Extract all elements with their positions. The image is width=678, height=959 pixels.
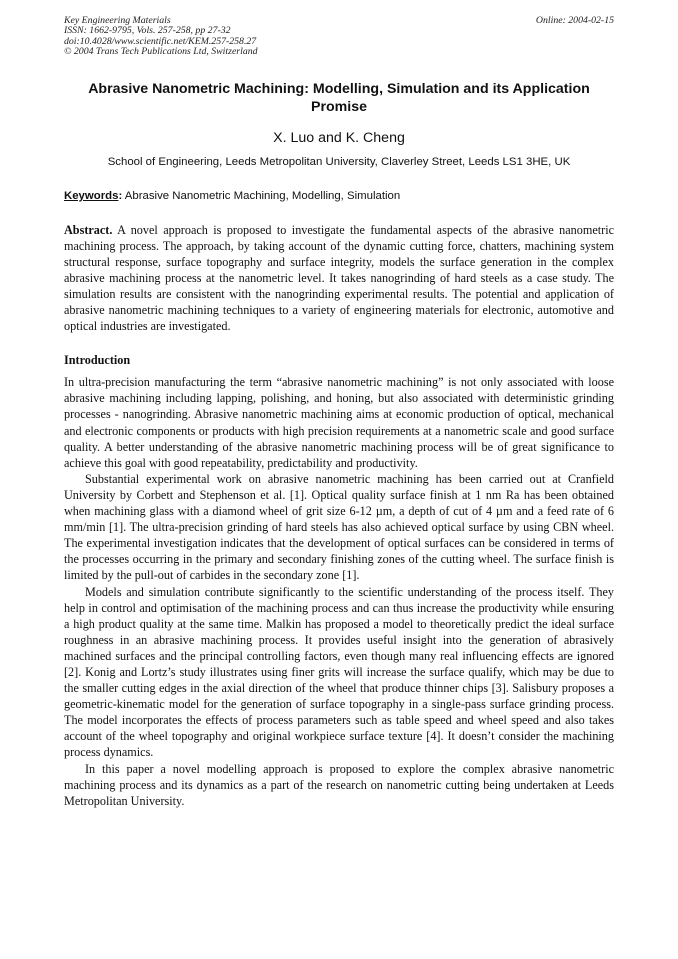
abstract-text: A novel approach is proposed to investigate the fundamental aspects of the abrasive nanometric machining process. The approach, by taking account of the dynamic cutting force, chatters, machining system structural response, surface topography and surface integrity, models the surface generation in the complex abrasive machining process at the nanometric level. It takes nanogrinding of hard steels as a case study. The simulation results are consistent with the nanogrinding experimental results. The potential and application of abrasive nanometric machining techniques to a variety of engineering materials for electronic, automotive and optical industries are investigated. (64, 222, 614, 334)
copyright-line: © 2004 Trans Tech Publications Ltd, Switzerland (64, 46, 258, 58)
abstract-label: Abstract. (64, 222, 113, 237)
doi-line: doi:10.4028/www.scientific.net/KEM.257-258.27 (64, 35, 257, 47)
abstract-paragraph (64, 222, 614, 335)
paper-title: Abrasive Nanometric Machining: Modelling, Simulation and its Application Promise (88, 80, 590, 115)
journal-name: Key Engineering Materials (64, 15, 171, 26)
keywords-label: Keywords (64, 189, 119, 202)
intro-paragraph-1: In ultra-precision manufacturing the term “abrasive nanometric machining” is not only associated with loose abrasive machining including lapping, polishing, and honing, but also associated with deterministic grinding processes - nanogrinding. Abrasive nanometric machining aims at economic production of optical, mechanical and electronic components or products with high precision requirements at a nanometric scale and good surface quality. A better understanding of the abrasive nanometric machining process will be of great significance to achieve this goal with good repeatability, predictability and productivity. (64, 375, 614, 470)
section-heading-introduction: Introduction (64, 353, 131, 368)
online-date: Online: 2004-02-15 (535, 15, 614, 26)
paper-page (64, 16, 614, 809)
intro-paragraph-2: Substantial experimental work on abrasive nanometric machining has been carried out at Cranfield University by Corbett and Stephenson et al. [1]. Optical quality surface finish at 1 nm Ra has been obtained when machining glass with a diamond wheel of grit size 6-12 µm, a depth of cut of 4 µm and a feed rate of 6 mm/min [1]. The ultra-precision grinding of hard steels has also achieved optical surface by using CBN wheel. The experimental investigation indicates that the development of optical surfaces can be considered in terms of the processes occurring in the primary and secondary finishing zones of the cutting wheel. The surface finish is limited by the pull-out of carbides in the secondary zone [1]. (64, 471, 614, 583)
author-affiliation: School of Engineering, Leeds Metropolitan University, Claverley Street, Leeds LS1 3HE, UK (107, 155, 571, 168)
keywords-colon: : (118, 189, 123, 202)
keywords-line (64, 190, 614, 202)
issn-line: ISSN: 1662-9795, Vols. 257-258, pp 27-32 (64, 25, 231, 37)
intro-paragraph-4: In this paper a novel modelling approach is proposed to explore the complex abrasive nanometric machining process and its dynamics as a part of the research on nanometric cutting being undertaken at Leeds Metropolitan University. (64, 761, 614, 808)
introduction-body (64, 374, 614, 809)
intro-paragraph-3: Models and simulation contribute significantly to the scientific understanding of the process itself. They help in control and optimisation of the machining process and can thus increase the productivity while ensuring a high product quality at the same time. Malkin has proposed a model to theoretically predict the ideal surface roughness in an abrasive machining process. It provides useful insight into the generation of abrasively machined surfaces and the principal controlling factors, even though many real influencing effects are ignored [2]. Konig and Lortz’s study illustrates using finer grits will increase the surface qualify, which may be due to the smaller cutting edges in the axial direction of the wheel that produce thinner chips [3]. Salisbury proposes a geometric-kinematic model for the generation of surface topography in a single-pass surface grinding process. The model incorporates the effects of process parameters such as table speed and wheel speed and also takes account of the wheel topography and original workpiece surface texture [4]. It doesn’t consider the machining process dynamics. (64, 584, 614, 760)
keywords-text: Abrasive Nanometric Machining, Modelling, Simulation (122, 189, 401, 202)
publication-header (64, 16, 614, 58)
paper-authors: X. Luo and K. Cheng (273, 129, 405, 146)
